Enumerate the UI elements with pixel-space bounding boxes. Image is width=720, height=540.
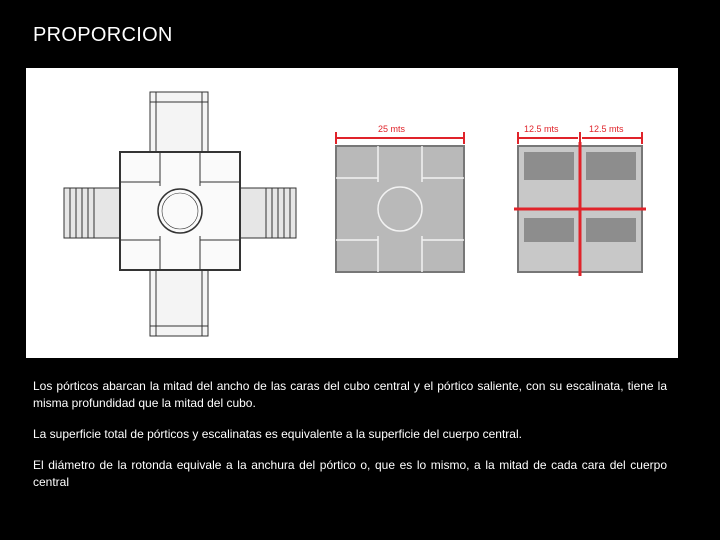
villa-plan-full bbox=[64, 92, 296, 336]
paragraph-porticos: Los pórticos abarcan la mitad del ancho de las caras del cubo central y el pórtico saliente, con su escalinata, tiene la misma profundidad que la mitad del cubo. bbox=[33, 379, 667, 410]
slide-title: PROPORCION bbox=[33, 24, 173, 46]
dimension-label-left: 12.5 mts bbox=[524, 124, 559, 134]
floor-plan-diagram bbox=[26, 68, 678, 358]
paragraph-superficie: La superficie total de pórticos y escalinatas es equivalente a la superficie del cuerpo central. bbox=[33, 427, 522, 441]
paragraph-rotonda: El diámetro de la rotonda equivale a la anchura del pórtico o, que es lo mismo, a la mitad de cada cara del cuerpo central bbox=[33, 458, 667, 489]
floor-plan-figure bbox=[26, 68, 678, 358]
villa-plan-block bbox=[336, 124, 464, 272]
villa-plan-quarters bbox=[514, 124, 646, 276]
dimension-label-right: 12.5 mts bbox=[589, 124, 624, 134]
dimension-label-total: 25 mts bbox=[378, 124, 406, 134]
body-text bbox=[33, 378, 667, 505]
